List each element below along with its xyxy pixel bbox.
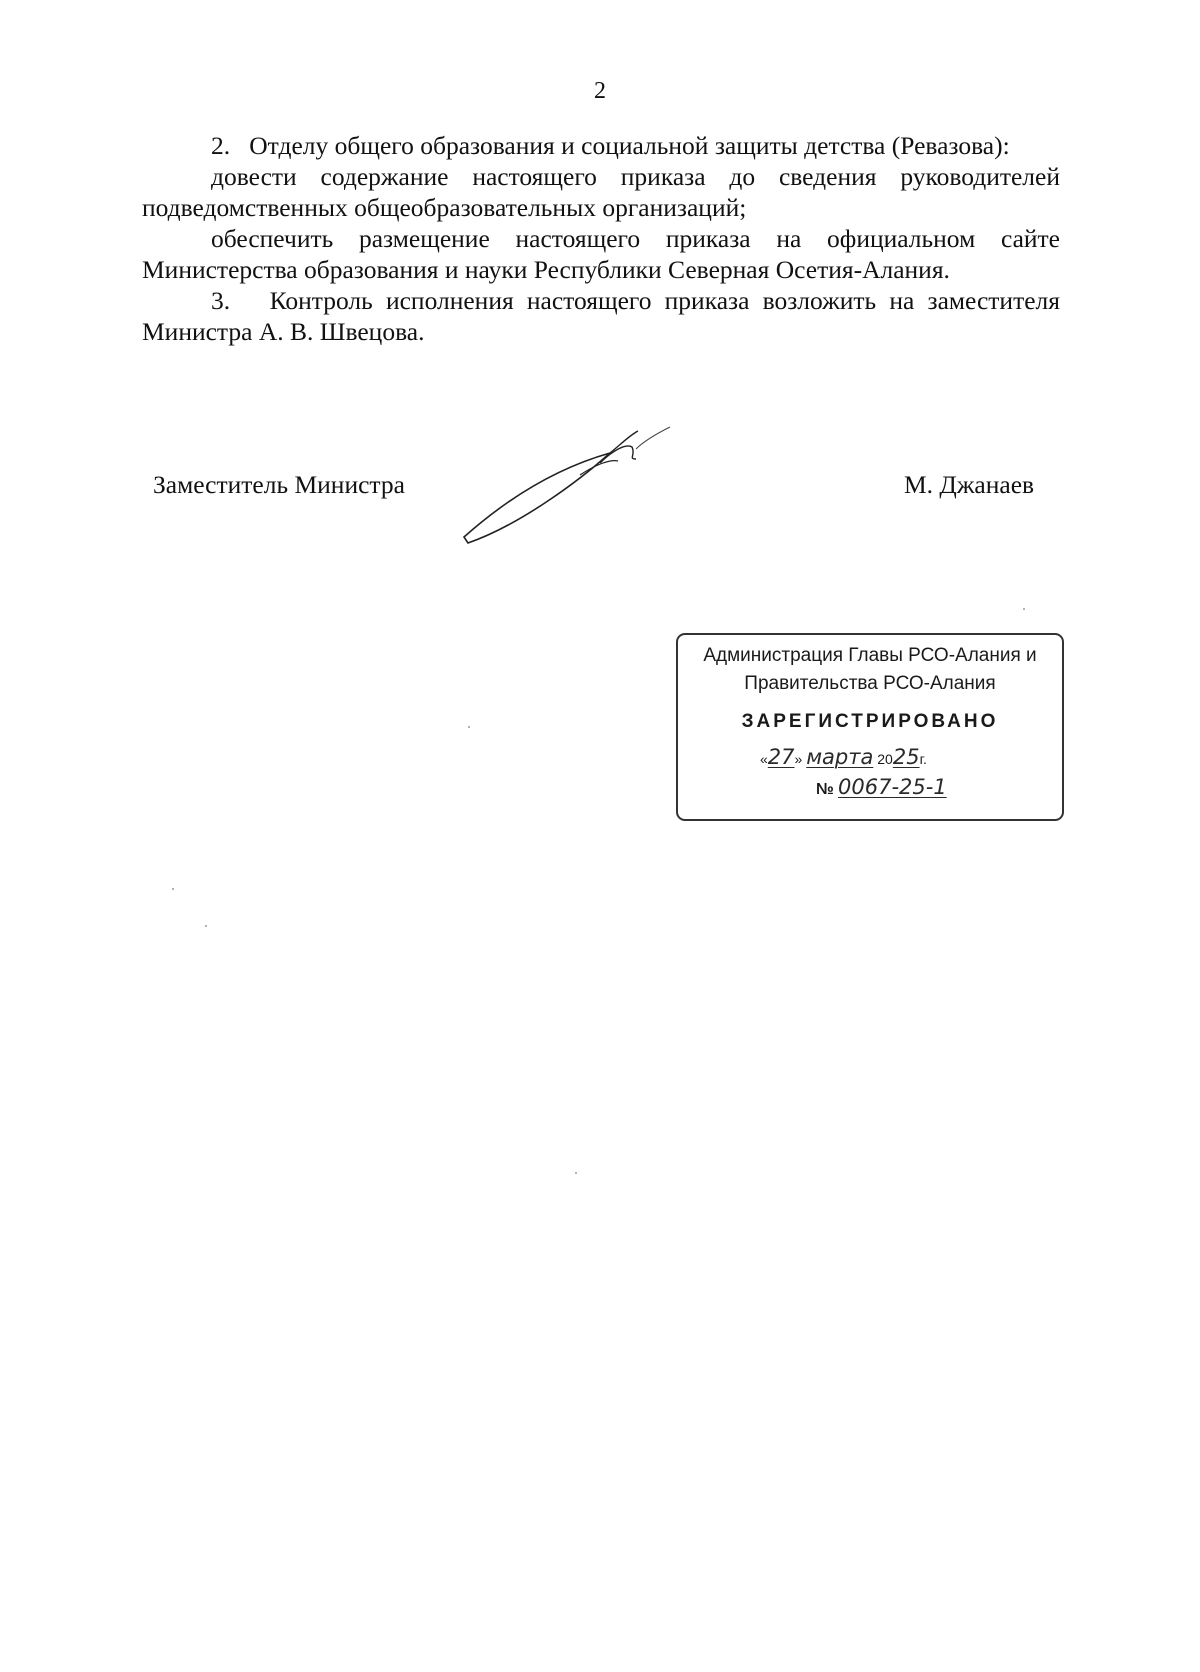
paragraph-item-2: 2. Отделу общего образования и социальной защиты детства (Ревазова): [211,131,1010,160]
stamp-org-line-1: Администрация Главы РСО-Алания и [703,645,1037,666]
paragraph-publish-on-site: обеспечить размещение настоящего приказа на официальном сайте Министерства образования и науки Республики Северная Осетия-Алания. [142,224,1060,284]
stamp-status: ЗАРЕГИСТРИРОВАНО [741,711,999,732]
scan-speck [1023,608,1025,610]
stamp-number [816,775,947,799]
stamp-number-label: № [816,781,834,798]
registration-stamp [676,633,1064,821]
signatory-name: М. Джанаев [904,470,1035,499]
paragraph-inform-directors: довести содержание настоящего приказа до сведения руководителей подведомственных общеобразовательных организаций; [142,162,1060,222]
stamp-date-century: 20 [877,751,893,767]
scan-speck [575,1172,577,1174]
stamp-date [760,745,927,769]
stamp-date-suffix: г. [919,751,927,767]
document-body [142,130,1060,347]
stamp-date-close-quote: » [794,751,803,767]
stamp-number-value: 0067-25-1 [838,775,947,799]
stamp-date-month: марта [806,745,874,769]
stamp-date-day: 27 [767,745,795,769]
signatory-title: Заместитель Министра [153,470,405,499]
stamp-org-line-2: Правительства РСО-Алания [744,673,996,694]
paragraph-item-3: 3. Контроль исполнения настоящего приказа возложить на заместителя Министра А. В. Швецова. [142,286,1060,346]
stamp-date-open-quote: « [760,751,768,767]
scan-speck [205,925,207,927]
scan-speck [468,726,470,728]
handwritten-signature [460,425,700,545]
stamp-date-year: 25 [892,745,920,769]
scan-speck [172,888,174,890]
page-number: 2 [594,78,606,104]
